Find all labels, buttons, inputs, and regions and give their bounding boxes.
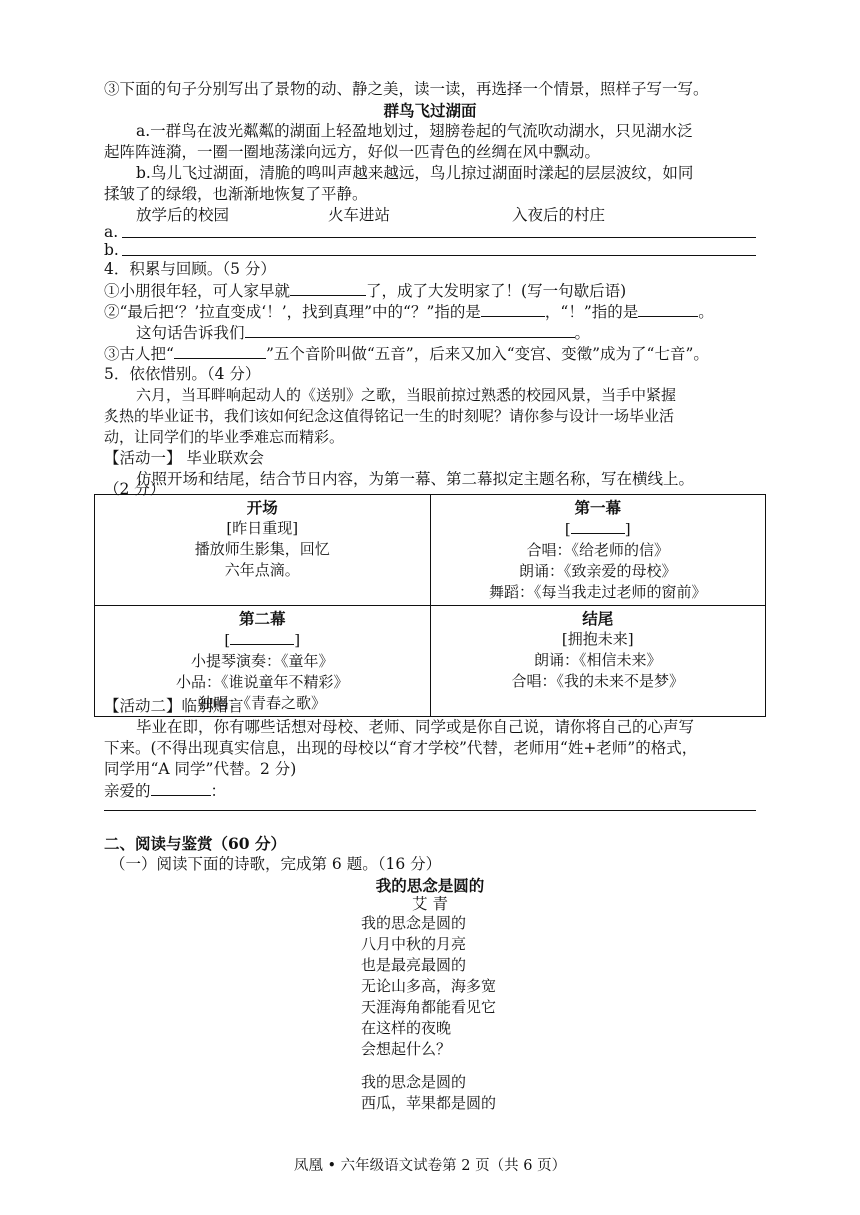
q4-title: 4．积累与回顾。（5 分） bbox=[104, 260, 276, 278]
q3-example-b-line2: 揉皱了的绿缎，也渐渐地恢复了平静。 bbox=[104, 185, 368, 203]
q4-2-end: 。 bbox=[698, 303, 714, 321]
q4-item-2 bbox=[104, 301, 756, 323]
poem-line: 西瓜，苹果都是圆的 bbox=[361, 1094, 497, 1112]
poem-author: 艾 青 bbox=[412, 895, 448, 913]
act1-line-2: 朗诵：《致亲爱的母校》 bbox=[518, 562, 677, 580]
poem-line: 我的思念是圆的 bbox=[361, 1073, 467, 1091]
greeting-suffix: ： bbox=[210, 782, 227, 800]
open-title: 开场 bbox=[246, 498, 278, 517]
q4-item-3 bbox=[104, 343, 756, 365]
act2-line-1: 小提琴演奏：《童年》 bbox=[190, 652, 334, 670]
section2-title: 二、阅读与鉴赏（60 分） bbox=[104, 834, 286, 853]
act2-line-3: 独唱：《青春之歌》 bbox=[198, 694, 326, 712]
act2-line-2: 小品：《谁说童年不精彩》 bbox=[175, 673, 349, 691]
open-line-1: 播放师生影集，回忆 bbox=[194, 540, 330, 558]
answer-line-a[interactable] bbox=[122, 237, 756, 238]
activity2-title: 【活动二】临别赠言 bbox=[104, 697, 244, 715]
answer-label-a: a. bbox=[104, 223, 119, 241]
q4-2-middle: ，“！”指的是 bbox=[544, 303, 639, 321]
scene-option-1: 放学后的校园 bbox=[136, 206, 230, 224]
activity1-title: 【活动一】 毕业联欢会 bbox=[104, 449, 264, 467]
open-theme: [昨日重现] bbox=[226, 519, 299, 537]
program-table bbox=[94, 494, 766, 717]
q4-2b-end: 。 bbox=[574, 324, 591, 342]
act2-theme bbox=[101, 629, 424, 651]
q5-paragraph-line2: 炙热的毕业证书，我们该如何纪念这值得铭记一生的时刻呢？请你参与设计一场毕业活 bbox=[104, 407, 675, 425]
activity2-instruction-line3: 同学用“A 同学”代替。2 分) bbox=[104, 760, 297, 778]
poem-line: 我的思念是圆的 bbox=[361, 914, 467, 932]
act1-bracket-left: [ bbox=[564, 520, 571, 538]
q4-2b-blank[interactable] bbox=[245, 322, 575, 338]
close-line-2: 合唱：《我的未来不是梦》 bbox=[511, 672, 684, 690]
message-answer-line[interactable] bbox=[104, 810, 756, 811]
q4-1-prefix: ①小朋很年轻，可人家早就 bbox=[104, 282, 291, 300]
q5-title: 5．依依惜别。（4 分） bbox=[104, 365, 261, 383]
q4-3-prefix: ③古人把“ bbox=[104, 345, 174, 363]
poem-line: 无论山多高，海多宽 bbox=[361, 977, 497, 995]
open-line-2: 六年点滴。 bbox=[224, 561, 300, 579]
activity1-instruction-line2: （2 分） bbox=[104, 480, 166, 498]
activity2-instruction-line1: 毕业在即，你有哪些话想对母校、老师、同学或是你自己说，请你将自己的心声写 bbox=[136, 718, 695, 736]
poem-line: 也是最亮最圆的 bbox=[361, 956, 467, 974]
act1-theme-blank[interactable] bbox=[571, 518, 625, 534]
act1-title: 第一幕 bbox=[574, 498, 621, 517]
q3-instruction: ③下面的句子分别写出了景物的动、静之美，读一读，再选择一个情景，照样子写一写。 bbox=[104, 80, 709, 98]
answer-label-b: b. bbox=[104, 241, 119, 259]
close-theme: [拥抱未来] bbox=[561, 630, 634, 648]
scene-option-2: 火车进站 bbox=[328, 206, 391, 224]
poem-line: 在这样的夜晚 bbox=[361, 1019, 452, 1037]
q4-2-blank-question[interactable] bbox=[481, 301, 545, 317]
q4-3-suffix: ”五个音阶叫做“五音”，后来又加入“变宫、变徵”成为了“七音”。 bbox=[265, 345, 709, 363]
close-line-1: 朗诵：《相信未来》 bbox=[533, 651, 662, 669]
poem-line: 八月中秋的月亮 bbox=[361, 935, 467, 953]
q3-title: 群鸟飞过湖面 bbox=[383, 101, 477, 120]
q3-example-a-line2: 起阵阵涟漪，一圈一圈地荡漾向远方，好似一匹青色的丝绸在风中飘动。 bbox=[104, 143, 601, 161]
act1-bracket-right: ] bbox=[624, 520, 631, 538]
activity1-instruction-line1: 仿照开场和结尾，结合节日内容，为第一幕、第二幕拟定主题名称，写在横线上。 bbox=[136, 470, 695, 488]
poem-line: 会想起什么？ bbox=[361, 1040, 452, 1058]
act1-line-3: 舞蹈：《每当我走过老师的窗前》 bbox=[488, 583, 707, 601]
poem-title: 我的思念是圆的 bbox=[375, 876, 485, 895]
act2-theme-blank[interactable] bbox=[230, 629, 294, 645]
q4-item-1 bbox=[104, 280, 756, 302]
q4-1-suffix: 了，成了大发明家了！(写一句歇后语) bbox=[366, 282, 627, 300]
q4-1-blank[interactable] bbox=[290, 280, 366, 296]
act1-theme bbox=[437, 518, 760, 540]
act2-title: 第二幕 bbox=[238, 609, 286, 628]
section2-subtitle: （一）阅读下面的诗歌，完成第 6 题。（16 分） bbox=[110, 855, 442, 873]
close-title: 结尾 bbox=[582, 609, 614, 628]
scene-option-3: 入夜后的村庄 bbox=[512, 206, 606, 224]
page-footer: 凤凰 • 六年级语文试卷第 2 页（共 6 页） bbox=[293, 1158, 567, 1174]
greeting-line bbox=[104, 780, 756, 802]
act2-bracket-left: [ bbox=[224, 631, 231, 649]
q3-example-a-line1: a.一群鸟在波光粼粼的湖面上轻盈地划过，翅膀卷起的气流吹动湖水，只见湖水泛 bbox=[136, 122, 693, 140]
q4-2-blank-exclaim[interactable] bbox=[638, 301, 698, 317]
q4-item-2b bbox=[104, 322, 756, 344]
q4-3-blank[interactable] bbox=[174, 343, 266, 359]
act1-line-1: 合唱：《给老师的信》 bbox=[526, 541, 669, 559]
q4-2b-prefix: 这句话告诉我们 bbox=[136, 324, 245, 342]
program-cell-act1 bbox=[430, 495, 766, 606]
act2-bracket-right: ] bbox=[294, 631, 301, 649]
q4-2-prefix: ②“最后把‘？’拉直变成‘！’，找到真理”中的“？”指的是 bbox=[104, 303, 481, 321]
q5-paragraph-line1: 六月，当耳畔响起动人的《送别》之歌，当眼前掠过熟悉的校园风景，当手中紧握 bbox=[136, 386, 677, 404]
program-cell-open bbox=[95, 495, 431, 606]
q3-example-b-line1: b.鸟儿飞过湖面，清脆的鸣叫声越来越远，鸟儿掠过湖面时漾起的层层波纹，如同 bbox=[136, 164, 694, 182]
answer-line-b[interactable] bbox=[122, 255, 756, 256]
greeting-prefix: 亲爱的 bbox=[104, 782, 151, 800]
poem-line: 天涯海角都能看见它 bbox=[361, 998, 497, 1016]
activity2-instruction-line2: 下来。(不得出现真实信息，出现的母校以“育才学校”代替，老师用“姓+老师”的格式， bbox=[104, 739, 698, 757]
greeting-blank[interactable] bbox=[151, 780, 211, 796]
q5-paragraph-line3: 动，让同学们的毕业季难忘而精彩。 bbox=[104, 428, 345, 446]
